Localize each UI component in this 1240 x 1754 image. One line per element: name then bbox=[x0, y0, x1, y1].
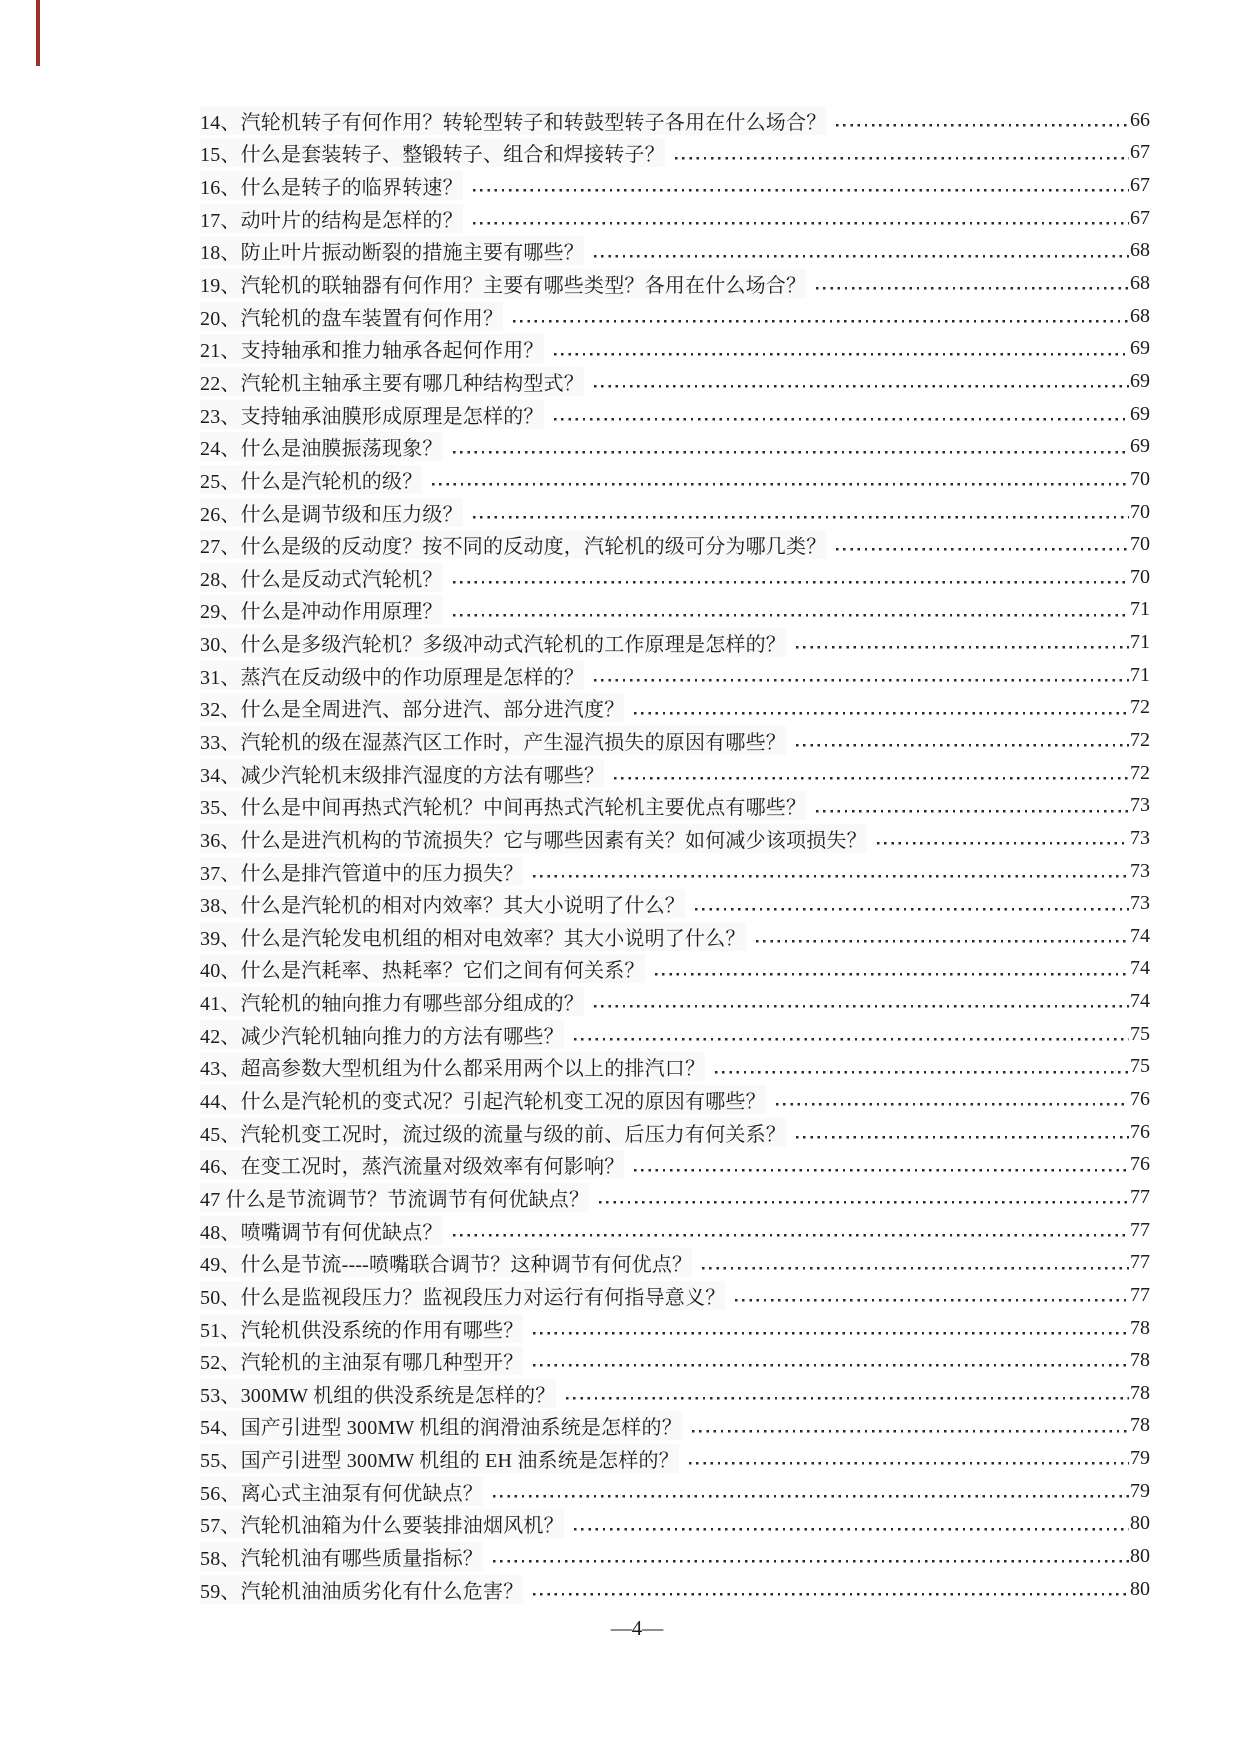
toc-entry bbox=[200, 169, 1150, 202]
toc-entry bbox=[200, 496, 1150, 529]
toc-entry-label: 28、什么是反动式汽轮机？ bbox=[200, 563, 443, 592]
toc-entry-label: 57、汽轮机油箱为什么要装排油烟风机？ bbox=[200, 1509, 564, 1538]
toc-entry bbox=[200, 137, 1150, 170]
dot-leader bbox=[776, 1083, 1129, 1116]
dot-leader bbox=[594, 365, 1129, 398]
dot-leader bbox=[594, 235, 1129, 268]
toc-entry-page-number: 76 bbox=[1130, 1153, 1150, 1176]
toc-entry-label: 44、什么是汽轮机的变式况？引起汽轮机变工况的原因有哪些？ bbox=[200, 1085, 766, 1114]
dot-leader bbox=[655, 953, 1129, 986]
toc-entry bbox=[200, 757, 1150, 790]
toc-entry-page-number: 73 bbox=[1130, 892, 1150, 915]
toc-entry-label: 30、什么是多级汽轮机？多级冲动式汽轮机的工作原理是怎样的？ bbox=[200, 628, 786, 657]
toc-entry-page-number: 69 bbox=[1130, 402, 1150, 425]
toc-entry-label: 42、减少汽轮机轴向推力的方法有哪些？ bbox=[200, 1020, 564, 1049]
dot-leader bbox=[816, 267, 1129, 300]
dot-leader bbox=[533, 1573, 1129, 1606]
dot-leader bbox=[574, 1018, 1129, 1051]
dot-leader bbox=[796, 1116, 1129, 1149]
toc-entry-label: 14、汽轮机转子有何作用？转轮型转子和转鼓型转子各用在什么场合？ bbox=[200, 106, 826, 135]
dot-leader bbox=[599, 1181, 1129, 1214]
toc-entry bbox=[200, 1083, 1150, 1116]
toc-entry bbox=[200, 1344, 1150, 1377]
toc-entry-page-number: 70 bbox=[1130, 565, 1150, 588]
toc-entry bbox=[200, 1475, 1150, 1508]
toc-entry bbox=[200, 561, 1150, 594]
dot-leader bbox=[453, 594, 1129, 627]
toc-entry-label: 49、什么是节流----喷嘴联合调节？这种调节有何优点？ bbox=[200, 1248, 692, 1277]
toc-entry-label: 59、汽轮机油油质劣化有什么危害？ bbox=[200, 1575, 523, 1604]
dot-leader bbox=[715, 1051, 1129, 1084]
toc-entry bbox=[200, 104, 1150, 137]
toc-entry-page-number: 77 bbox=[1130, 1251, 1150, 1274]
toc-entry bbox=[200, 202, 1150, 235]
toc-entry bbox=[200, 1181, 1150, 1214]
toc-entry-page-number: 70 bbox=[1130, 467, 1150, 490]
toc-entry-page-number: 72 bbox=[1130, 696, 1150, 719]
toc-entry-page-number: 73 bbox=[1130, 826, 1150, 849]
toc-entry-page-number: 78 bbox=[1130, 1381, 1150, 1404]
toc-entry bbox=[200, 235, 1150, 268]
dot-leader bbox=[735, 1279, 1129, 1312]
dot-leader bbox=[473, 202, 1129, 235]
toc-entry bbox=[200, 528, 1150, 561]
toc-entry-label: 46、在变工况时，蒸汽流量对级效率有何影响？ bbox=[200, 1150, 624, 1179]
toc-entry-label: 50、什么是监视段压力？监视段压力对运行有何指导意义？ bbox=[200, 1281, 725, 1310]
toc-entry-label: 31、蒸汽在反动级中的作功原理是怎样的？ bbox=[200, 661, 584, 690]
toc-entry bbox=[200, 1279, 1150, 1312]
toc-entry bbox=[200, 920, 1150, 953]
toc-entry-page-number: 69 bbox=[1130, 337, 1150, 360]
dot-leader bbox=[695, 887, 1129, 920]
toc-entry-label: 27、什么是级的反动度？按不同的反动度，汽轮机的级可分为哪几类？ bbox=[200, 530, 826, 559]
toc-entry-page-number: 73 bbox=[1130, 794, 1150, 817]
toc-entry bbox=[200, 300, 1150, 333]
toc-entry-label: 20、汽轮机的盘车装置有何作用？ bbox=[200, 302, 503, 331]
toc-entry-label: 17、动叶片的结构是怎样的？ bbox=[200, 204, 463, 233]
toc-entry bbox=[200, 1312, 1150, 1345]
dot-leader bbox=[453, 1214, 1129, 1247]
dot-leader bbox=[566, 1377, 1130, 1410]
toc-entry bbox=[200, 692, 1150, 725]
page-footer-number: —4— bbox=[610, 1616, 664, 1640]
toc-entry-page-number: 72 bbox=[1130, 728, 1150, 751]
toc-entry-label: 53、300MW 机组的供没系统是怎样的？ bbox=[200, 1379, 556, 1408]
toc-entry bbox=[200, 594, 1150, 627]
toc-entry-page-number: 71 bbox=[1130, 631, 1150, 654]
toc-entry-page-number: 77 bbox=[1130, 1218, 1150, 1241]
toc-entry bbox=[200, 789, 1150, 822]
toc-entry-label: 26、什么是调节级和压力级？ bbox=[200, 498, 463, 527]
toc-entry bbox=[200, 855, 1150, 888]
toc-entry-label: 33、汽轮机的级在湿蒸汽区工作时，产生湿汽损失的原因有哪些？ bbox=[200, 726, 786, 755]
dot-leader bbox=[877, 822, 1129, 855]
toc-entry-label: 48、喷嘴调节有何优缺点？ bbox=[200, 1216, 443, 1245]
toc-entry bbox=[200, 1410, 1150, 1443]
toc-entry bbox=[200, 724, 1150, 757]
dot-leader bbox=[836, 104, 1129, 137]
dot-leader bbox=[493, 1540, 1129, 1573]
dot-leader bbox=[634, 692, 1129, 725]
toc-entry bbox=[200, 1442, 1150, 1475]
dot-leader bbox=[689, 1442, 1129, 1475]
dot-leader bbox=[692, 1410, 1129, 1443]
toc-entry-page-number: 77 bbox=[1130, 1283, 1150, 1306]
toc-entry-label: 43、超高参数大型机组为什么都采用两个以上的排汽口？ bbox=[200, 1052, 705, 1081]
toc-entry-page-number: 67 bbox=[1130, 206, 1150, 229]
toc-entry bbox=[200, 1214, 1150, 1247]
toc-entry bbox=[200, 1149, 1150, 1182]
dot-leader bbox=[533, 855, 1129, 888]
toc-entry bbox=[200, 1508, 1150, 1541]
toc-entry-label: 55、国产引进型 300MW 机组的 EH 油系统是怎样的？ bbox=[200, 1444, 679, 1473]
dot-leader bbox=[594, 659, 1129, 692]
dot-leader bbox=[574, 1508, 1129, 1541]
toc-entry-page-number: 74 bbox=[1130, 957, 1150, 980]
toc-list bbox=[200, 104, 1150, 1605]
toc-entry bbox=[200, 1018, 1150, 1051]
toc-entry-label: 58、汽轮机油有哪些质量指标？ bbox=[200, 1542, 483, 1571]
toc-entry-label: 19、汽轮机的联轴器有何作用？主要有哪些类型？各用在什么场合？ bbox=[200, 269, 806, 298]
dot-leader bbox=[473, 496, 1129, 529]
toc-entry-label: 45、汽轮机变工况时，流过级的流量与级的前、后压力有何关系？ bbox=[200, 1118, 786, 1147]
toc-entry-page-number: 80 bbox=[1130, 1577, 1150, 1600]
toc-entry-page-number: 69 bbox=[1130, 435, 1150, 458]
toc-entry-label: 37、什么是排汽管道中的压力损失？ bbox=[200, 857, 523, 886]
dot-leader bbox=[432, 463, 1129, 496]
dot-leader bbox=[816, 789, 1129, 822]
toc-entry-label: 24、什么是油膜振荡现象？ bbox=[200, 432, 443, 461]
toc-entry bbox=[200, 822, 1150, 855]
toc-entry-page-number: 76 bbox=[1130, 1120, 1150, 1143]
toc-entry-label: 39、什么是汽轮发电机组的相对电效率？其大小说明了什么？ bbox=[200, 922, 746, 951]
toc-entry-page-number: 73 bbox=[1130, 859, 1150, 882]
dot-leader bbox=[473, 169, 1129, 202]
toc-entry-page-number: 68 bbox=[1130, 272, 1150, 295]
dot-leader bbox=[554, 332, 1129, 365]
dot-leader bbox=[756, 920, 1129, 953]
toc-entry bbox=[200, 430, 1150, 463]
toc-entry-label: 54、国产引进型 300MW 机组的润滑油系统是怎样的？ bbox=[200, 1411, 682, 1440]
toc-entry bbox=[200, 1377, 1150, 1410]
toc-entry-page-number: 76 bbox=[1130, 1088, 1150, 1111]
toc-entry-page-number: 68 bbox=[1130, 239, 1150, 262]
toc-entry-page-number: 77 bbox=[1130, 1185, 1150, 1208]
toc-entry-page-number: 66 bbox=[1130, 108, 1150, 131]
toc-entry-page-number: 75 bbox=[1130, 1022, 1150, 1045]
dot-leader bbox=[513, 300, 1129, 333]
toc-entry-page-number: 75 bbox=[1130, 1055, 1150, 1078]
toc-entry-label: 41、汽轮机的轴向推力有哪些部分组成的？ bbox=[200, 987, 584, 1016]
toc-entry-label: 23、支持轴承油膜形成原理是怎样的？ bbox=[200, 400, 544, 429]
dot-leader bbox=[533, 1312, 1129, 1345]
toc-entry-page-number: 78 bbox=[1130, 1349, 1150, 1372]
toc-entry-page-number: 67 bbox=[1130, 141, 1150, 164]
toc-entry-page-number: 71 bbox=[1130, 663, 1150, 686]
dot-leader bbox=[796, 724, 1129, 757]
toc-entry bbox=[200, 365, 1150, 398]
toc-entry bbox=[200, 659, 1150, 692]
dot-leader bbox=[634, 1149, 1129, 1182]
toc-entry-label: 56、离心式主油泵有何优缺点？ bbox=[200, 1477, 483, 1506]
toc-entry-label: 16、什么是转子的临界转速？ bbox=[200, 171, 463, 200]
toc-entry bbox=[200, 1051, 1150, 1084]
dot-leader bbox=[614, 757, 1129, 790]
toc-entry bbox=[200, 953, 1150, 986]
toc-entry-page-number: 72 bbox=[1130, 761, 1150, 784]
toc-entry-label: 34、减少汽轮机末级排汽湿度的方法有哪些？ bbox=[200, 759, 604, 788]
dot-leader bbox=[554, 398, 1129, 431]
toc-entry-label: 35、什么是中间再热式汽轮机？中间再热式汽轮机主要优点有哪些？ bbox=[200, 791, 806, 820]
toc-entry-label: 47 什么是节流调节？节流调节有何优缺点？ bbox=[200, 1183, 589, 1212]
toc-entry-page-number: 74 bbox=[1130, 990, 1150, 1013]
toc-entry bbox=[200, 985, 1150, 1018]
toc-entry-label: 25、什么是汽轮机的级？ bbox=[200, 465, 422, 494]
dot-leader bbox=[493, 1475, 1129, 1508]
toc-entry-label: 38、什么是汽轮机的相对内效率？其大小说明了什么？ bbox=[200, 889, 685, 918]
dot-leader bbox=[836, 528, 1129, 561]
toc-entry-label: 22、汽轮机主轴承主要有哪几种结构型式？ bbox=[200, 367, 584, 396]
toc-entry-page-number: 78 bbox=[1130, 1316, 1150, 1339]
dot-leader bbox=[453, 561, 1129, 594]
toc-entry-page-number: 68 bbox=[1130, 304, 1150, 327]
toc-entry-label: 36、什么是进汽机构的节流损失？它与哪些因素有关？如何减少该项损失？ bbox=[200, 824, 867, 853]
dot-leader bbox=[453, 430, 1129, 463]
toc-entry-page-number: 70 bbox=[1130, 500, 1150, 523]
dot-leader bbox=[533, 1344, 1129, 1377]
dot-leader bbox=[675, 137, 1129, 170]
toc-entry-page-number: 78 bbox=[1130, 1414, 1150, 1437]
toc-entry bbox=[200, 332, 1150, 365]
toc-entry-page-number: 71 bbox=[1130, 598, 1150, 621]
dot-leader bbox=[702, 1246, 1129, 1279]
toc-entry-label: 51、汽轮机供没系统的作用有哪些？ bbox=[200, 1314, 523, 1343]
toc-entry bbox=[200, 463, 1150, 496]
toc-entry-label: 18、防止叶片振动断裂的措施主要有哪些？ bbox=[200, 236, 584, 265]
toc-entry-page-number: 79 bbox=[1130, 1447, 1150, 1470]
toc-entry-page-number: 79 bbox=[1130, 1479, 1150, 1502]
toc-entry-label: 15、什么是套装转子、整锻转子、组合和焊接转子？ bbox=[200, 138, 665, 167]
toc-entry-page-number: 67 bbox=[1130, 174, 1150, 197]
dot-leader bbox=[594, 985, 1129, 1018]
toc-entry bbox=[200, 1540, 1150, 1573]
toc-entry bbox=[200, 398, 1150, 431]
toc-entry bbox=[200, 1116, 1150, 1149]
dot-leader bbox=[796, 626, 1129, 659]
toc-entry-page-number: 69 bbox=[1130, 369, 1150, 392]
toc-entry bbox=[200, 887, 1150, 920]
toc-entry-label: 21、支持轴承和推力轴承各起何作用？ bbox=[200, 334, 544, 363]
toc-entry bbox=[200, 1573, 1150, 1606]
toc-entry-label: 40、什么是汽耗率、热耗率？它们之间有何关系？ bbox=[200, 954, 645, 983]
toc-entry-page-number: 70 bbox=[1130, 533, 1150, 556]
toc-entry-page-number: 80 bbox=[1130, 1545, 1150, 1567]
toc-entry-page-number: 74 bbox=[1130, 924, 1150, 947]
toc-entry bbox=[200, 1246, 1150, 1279]
toc-entry bbox=[200, 267, 1150, 300]
toc-entry bbox=[200, 626, 1150, 659]
toc-entry-label: 32、什么是全周进汽、部分进汽、部分进汽度？ bbox=[200, 693, 624, 722]
toc-entry-page-number: 80 bbox=[1130, 1512, 1150, 1535]
scan-artifact-red-line bbox=[36, 0, 40, 66]
toc-entry-label: 29、什么是冲动作用原理？ bbox=[200, 595, 443, 624]
toc-entry-label: 52、汽轮机的主油泵有哪几种型开？ bbox=[200, 1346, 523, 1375]
